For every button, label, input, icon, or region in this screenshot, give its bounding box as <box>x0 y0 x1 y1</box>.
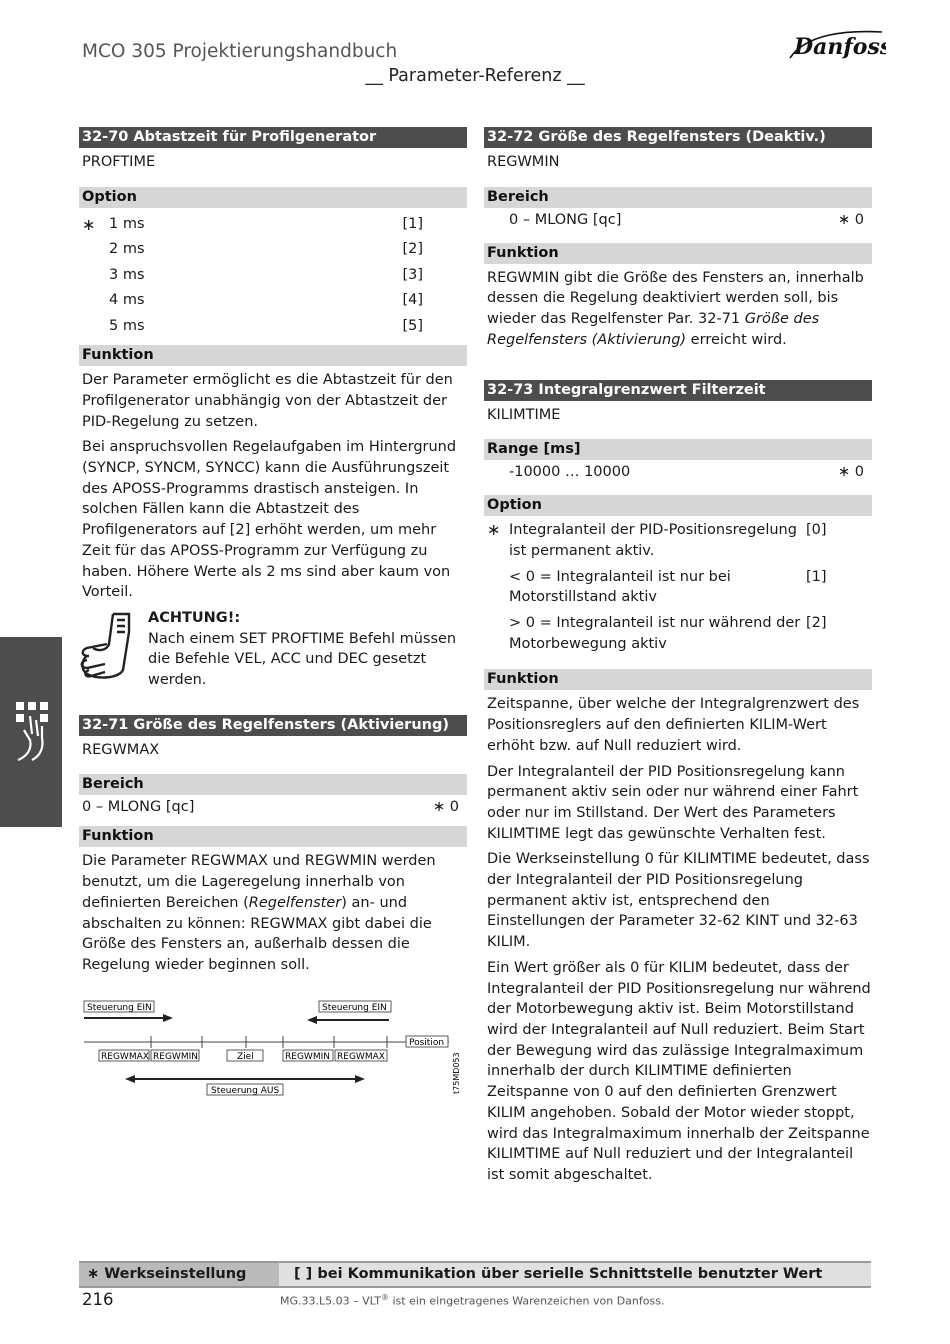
function-paragraph: Zeitspanne, über welche der Integralgrenzwert des Positionsreglers auf den definierten KILIM-Wert erhöht bzw. auf Null reduziert wird. <box>487 696 860 754</box>
param-name: REGWMIN <box>487 154 560 170</box>
range-header: Range [ms] <box>484 439 872 460</box>
left-column <box>79 127 467 981</box>
trademark-footnote: MG.33.L5.03 – VLT® ist ein eingetragenes Warenzeichen von Danfoss. <box>280 1293 665 1308</box>
option-label: Integralanteil der PID-Positionsregelung ist permanent aktiv. <box>509 522 797 559</box>
function-paragraph: Die Parameter REGWMAX und REGWMIN werden benutzt, um die Lageregelung innerhalb von definierten Bereichen (Regelfenster) an- und abschalten zu können: REGWMAX gibt dabei die Größe des Fensters an, außerhalb dessen die Regelung wieder beginnen soll. <box>82 853 436 973</box>
option-header: Option <box>79 187 467 208</box>
option-row <box>79 288 467 314</box>
option-value: [1] <box>402 215 423 232</box>
option-label: 1 ms <box>109 215 145 232</box>
hand-pressing-keys-icon <box>10 700 58 762</box>
label-on-left: Steuerung EIN <box>87 1003 152 1013</box>
function-header: Funktion <box>484 243 872 264</box>
option-label: > 0 = Integralanteil ist nur während der Motorbewegung aktiv <box>509 615 801 652</box>
label-regwmax-left: REGWMAX <box>101 1052 149 1062</box>
option-header: Option <box>484 495 872 516</box>
option-value: [4] <box>402 292 423 309</box>
param-name: PROFTIME <box>82 154 156 170</box>
function-header: Funktion <box>79 345 467 366</box>
param-heading-32-73: 32-73 Integralgrenzwert Filterzeit <box>484 380 872 401</box>
label-regwmin-right: REGWMIN <box>285 1052 330 1062</box>
svg-text:Danfoss: Danfoss <box>794 34 886 60</box>
default-marker: ∗ <box>487 520 501 540</box>
option-label: < 0 = Integralanteil ist nur bei Motorstillstand aktiv <box>509 568 731 606</box>
range-header: Bereich <box>484 187 872 208</box>
function-paragraph: Die Werkseinstellung 0 für KILIMTIME bedeutet, dass der Integralanteil der PID Positionsregelung permanent aktiv ist, entsprechend den Einstellungen der Parameter 32-62 KINT und 32-63 KILIM. <box>487 851 870 951</box>
function-paragraph: Der Integralanteil der PID Positionsregelung kann permanent aktiv sein oder nur während einer Fahrt oder nur im Stillstand. Der Wert des Parameters KILIMTIME legt das gewünschte Verhalten fest. <box>487 763 859 842</box>
option-row <box>79 263 467 289</box>
figure-code: t75MD053 <box>452 1052 461 1094</box>
range-row <box>79 795 467 820</box>
option-label: 3 ms <box>109 266 145 283</box>
page-number: 216 <box>82 1290 114 1309</box>
danfoss-logo <box>786 24 886 68</box>
document-title: MCO 305 Projektierungshandbuch <box>82 41 398 62</box>
default-value: ∗ 0 <box>838 464 864 481</box>
note-title: ACHTUNG!: <box>148 609 241 626</box>
range-header: Bereich <box>79 774 467 795</box>
option-label: 4 ms <box>109 292 145 309</box>
right-column <box>484 127 872 1191</box>
option-row <box>79 212 467 238</box>
label-position: Position <box>409 1038 445 1048</box>
range-value: -10000 … 10000 <box>509 464 631 481</box>
option-row <box>484 613 872 654</box>
param-name: KILIMTIME <box>487 406 561 423</box>
legend-bar <box>79 1261 871 1288</box>
pointing-hand-icon <box>79 610 135 686</box>
label-target: Ziel <box>237 1052 254 1062</box>
option-value: [2] <box>402 241 423 258</box>
label-regwmin-left: REGWMIN <box>153 1052 198 1062</box>
param-name: REGWMAX <box>82 741 160 758</box>
label-regwmax-right: REGWMAX <box>337 1052 385 1062</box>
option-row <box>79 237 467 263</box>
option-label: 5 ms <box>109 317 145 334</box>
option-value: [0] <box>806 522 827 539</box>
default-value: ∗ 0 <box>838 211 864 228</box>
option-value: [1] <box>806 568 827 585</box>
function-paragraph: Ein Wert größer als 0 für KILIM bedeutet, dass der Integralanteil der PID Positionsregelung nur während der Motorbewegung aktiv ist. Beim Motorstillstand wird der Integralanteil auf Null reduziert. Beim Start der Bewegung wird das zulässige Integralmaximum innerhalb der durch KILIMTIME definierten Zeitspanne von 0 auf den definierten Grenzwert KILIM angehoben. Sobald der Motor wieder stoppt, wird das Integralmaximum innerhalb der Zeitspanne KILIMTIME auf Null reduziert und der Integralanteil ist somit abgeschaltet. <box>487 959 871 1183</box>
function-paragraph: REGWMIN gibt die Größe des Fensters an, innerhalb dessen die Regelung deaktiviert werden soll, bis wieder das Regelfenster Par. 32-71 Größe des Regelfensters (Aktivierung) erreicht wird. <box>487 269 864 348</box>
param-heading-32-70: 32-70 Abtastzeit für Profilgenerator <box>79 127 467 148</box>
option-row <box>79 314 467 340</box>
function-paragraph: Bei anspruchsvollen Regelaufgaben im Hintergrund (SYNCP, SYNCM, SYNCC) kann die Ausführungszeit des APOSS-Programms drastisch ansteigen. In solchen Fällen kann die Abtastzeit des Profilgenerators auf [2] erhöht werden, um mehr Zeit für das APOSS-Programm zur Verfügung zu haben. Höhere Werte als 2 ms sind aber kaum von Vorteil. <box>82 439 457 601</box>
control-window-diagram <box>79 996 469 1110</box>
option-value: [3] <box>402 266 423 283</box>
default-value: ∗ 0 <box>433 799 459 816</box>
option-row <box>484 567 872 608</box>
range-row <box>484 460 872 485</box>
range-row <box>484 208 872 233</box>
option-value: [5] <box>402 317 423 334</box>
legend-serial: [ ] bei Kommunikation über serielle Schnittstelle benutzter Wert <box>294 1266 823 1282</box>
chapter-tab <box>0 637 62 827</box>
label-off: Steuerung AUS <box>211 1086 280 1096</box>
label-on-right: Steuerung EIN <box>322 1003 387 1013</box>
param-heading-32-71: 32-71 Größe des Regelfensters (Aktivierung) <box>79 715 467 736</box>
option-label: 2 ms <box>109 241 145 258</box>
param-heading-32-72: 32-72 Größe des Regelfensters (Deaktiv.) <box>484 127 872 148</box>
section-title: __ Parameter-Referenz __ <box>365 66 585 86</box>
function-header: Funktion <box>484 669 872 690</box>
note-text: Nach einem SET PROFTIME Befehl müssen die Befehle VEL, ACC und DEC gesetzt werden. <box>148 630 457 689</box>
function-paragraph: Der Parameter ermöglicht es die Abtastzeit für den Profilgenerator unabhängig von der Abtastzeit der PID-Regelung zu setzen. <box>82 372 453 430</box>
legend-default: ∗ Werkseinstellung <box>87 1266 247 1282</box>
range-value: 0 – MLONG [qc] <box>509 211 622 228</box>
warning-note <box>79 608 467 691</box>
default-marker: ∗ <box>82 214 96 234</box>
range-value: 0 – MLONG [qc] <box>82 799 195 816</box>
option-row <box>484 520 872 561</box>
function-header: Funktion <box>79 826 467 847</box>
option-value: [2] <box>806 615 827 632</box>
